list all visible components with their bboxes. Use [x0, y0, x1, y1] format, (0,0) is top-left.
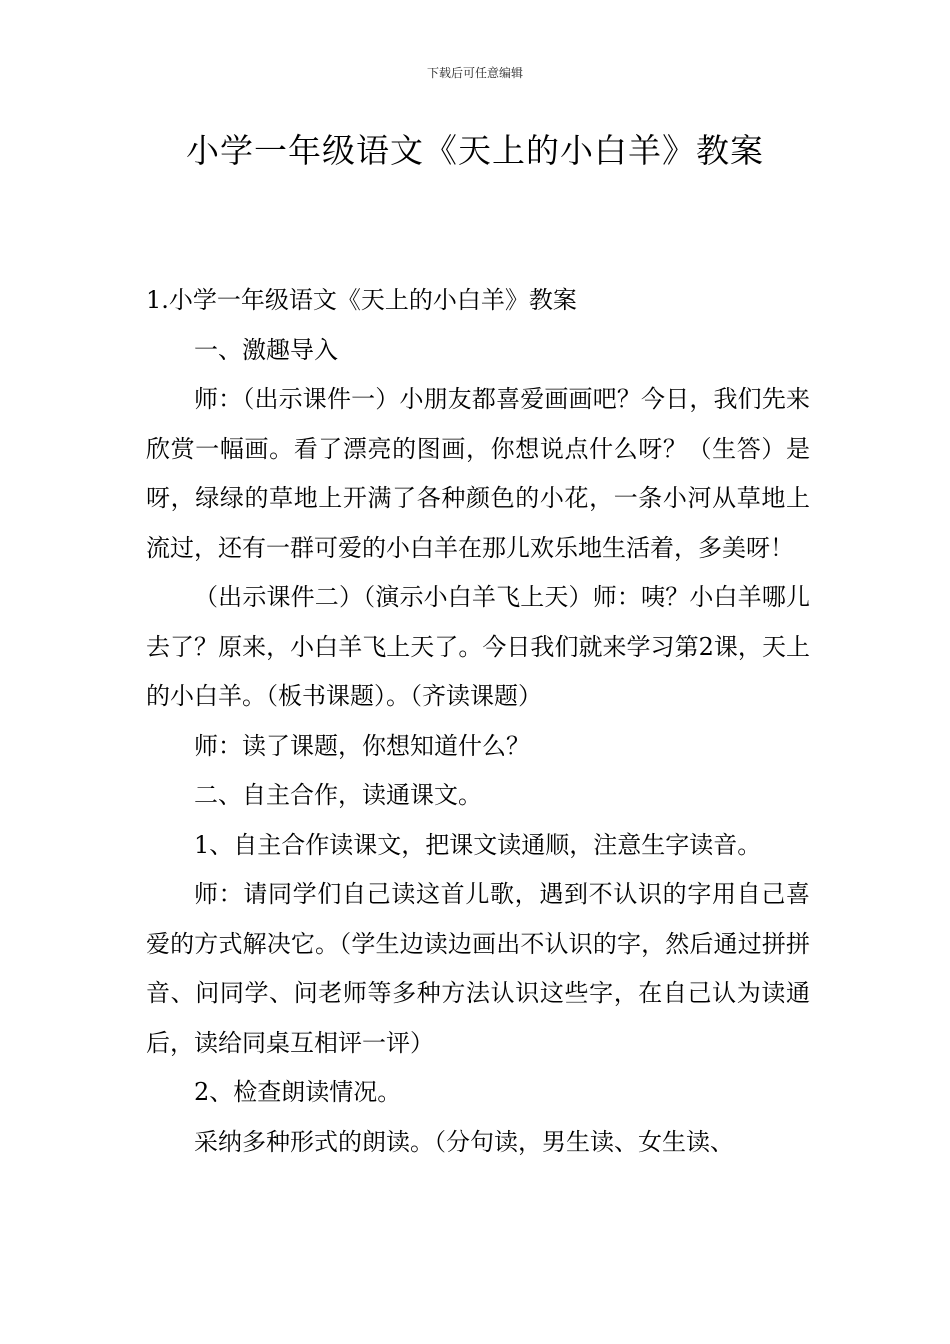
- paragraph: 二、自主合作，读通课文。: [194, 781, 482, 809]
- paragraph: 师：（出示课件一）小朋友都喜爱画画吧？今日，我们先来欣赏一幅画。看了漂亮的图画，你想说点什么呀？（生答）是呀，绿绿的草地上开满了各种颜色的小花，一条小河从草地上流过，还有一群可爱的小白羊在那儿欢乐地生活着，多美呀！: [146, 385, 810, 562]
- header-note: 下载后可任意编辑: [426, 66, 523, 80]
- paragraph: 一、激趣导入: [194, 335, 338, 364]
- paragraph: 师：读了课题，你想知道什么？: [194, 731, 530, 760]
- paragraph: 1.小学一年级语文《天上的小白羊》教案: [146, 286, 577, 314]
- paragraph: 2、检查朗读情况。: [194, 1078, 402, 1106]
- paragraph: 师：请同学们自己读这首儿歌，遇到不认识的字用自己喜爱的方式解决它。（学生边读边画出不认识的字，然后通过拼拼音、问同学、问老师等多种方法认识这些字，在自己认为读通后，读给同桌互相评一评）: [146, 880, 810, 1057]
- document-body: [146, 276, 810, 1167]
- paragraph: 1、自主合作读课文，把课文读通顺，注意生字读音。: [194, 830, 762, 859]
- document-title: 小学一年级语文《天上的小白羊》教案: [186, 131, 764, 170]
- paragraph: 采纳多种形式的朗读。（分句读，男生读、女生读、: [194, 1127, 734, 1156]
- paragraph: （出示课件二）（演示小白羊飞上天）师：咦？小白羊哪儿去了？原来，小白羊飞上天了。今日我们就来学习第2课，天上的小白羊。（板书课题）。（齐读课题）: [146, 583, 810, 710]
